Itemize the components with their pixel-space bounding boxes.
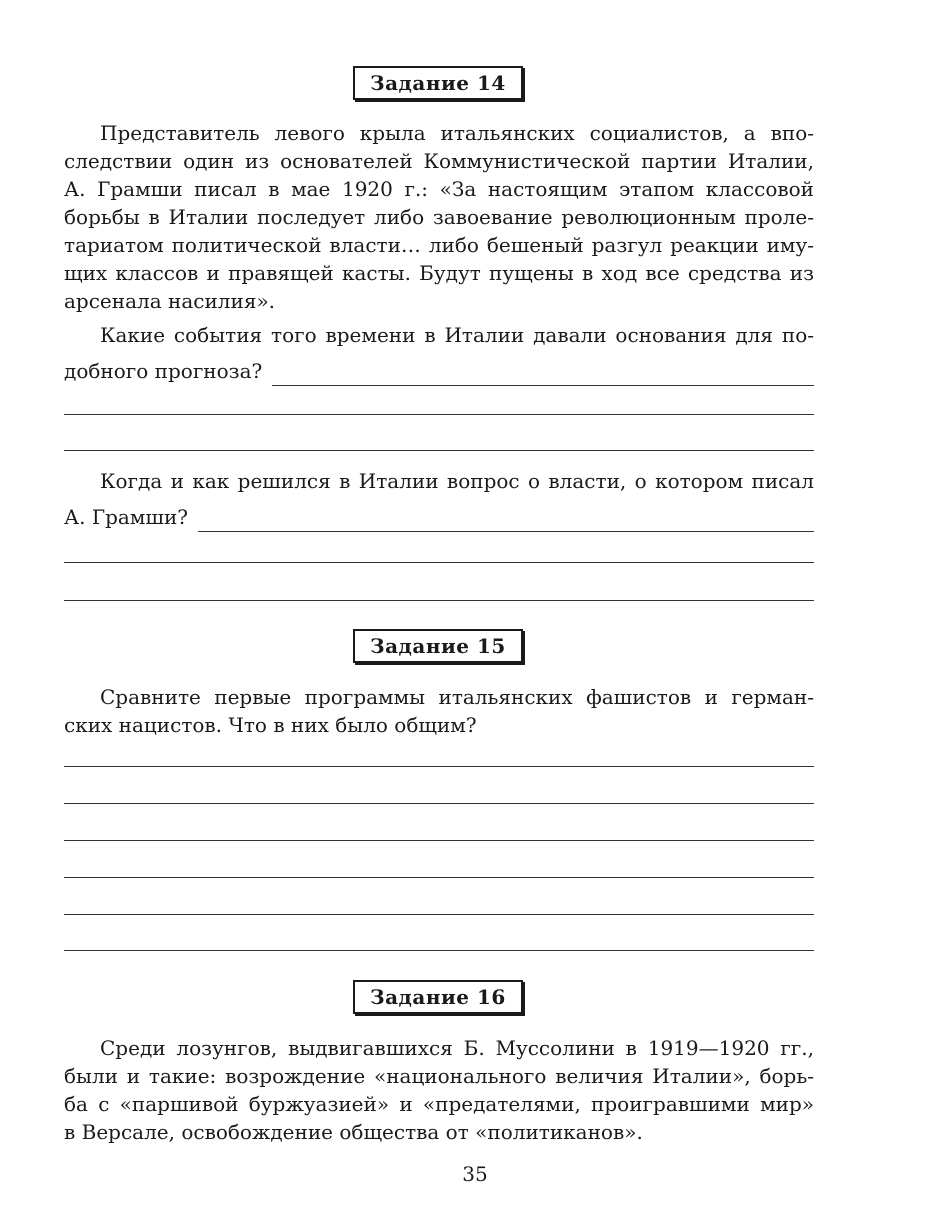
task-14-heading: Задание 14 bbox=[353, 66, 523, 100]
answer-line[interactable] bbox=[64, 414, 814, 415]
task-14-text-line: тариатом политической власти… либо бешеный разгул реакции иму- bbox=[64, 233, 814, 257]
page-number: 35 bbox=[462, 1162, 488, 1186]
task-14-text-line: борьбы в Италии последует либо завоевание революционным проле- bbox=[64, 205, 814, 229]
task-14-text-line: щих классов и правящей касты. Будут пущены в ход все средства из bbox=[64, 261, 814, 285]
answer-line[interactable] bbox=[64, 914, 814, 915]
answer-line[interactable] bbox=[64, 840, 814, 841]
task-14-question-2: Когда и как решился в Италии вопрос о власти, о котором писал bbox=[100, 469, 814, 493]
task-15-text-line: ских нацистов. Что в них было общим? bbox=[64, 713, 477, 737]
task-14-text-line: Представитель левого крыла итальянских социалистов, а впо- bbox=[100, 121, 814, 145]
answer-line[interactable] bbox=[64, 877, 814, 878]
answer-line[interactable] bbox=[272, 363, 814, 386]
answer-line[interactable] bbox=[64, 600, 814, 601]
task-14-question-1: Какие события того времени в Италии давали основания для по- bbox=[100, 323, 814, 347]
task-16-text-line: Среди лозунгов, выдвигавшихся Б. Муссолини в 1919—1920 гг., bbox=[100, 1036, 814, 1060]
task-14-question-1-end: добного прогноза? bbox=[64, 359, 263, 383]
task-16-text-line: ба с «паршивой буржуазией» и «предателями, проигравшими мир» bbox=[64, 1092, 814, 1116]
answer-line[interactable] bbox=[64, 562, 814, 563]
task-14-text-line: арсенала насилия». bbox=[64, 289, 276, 313]
answer-line[interactable] bbox=[198, 509, 814, 532]
task-16-text-line: в Версале, освобождение общества от «политиканов». bbox=[64, 1120, 643, 1144]
answer-line[interactable] bbox=[64, 803, 814, 804]
task-15-text-line: Сравните первые программы итальянских фашистов и герман- bbox=[100, 685, 814, 709]
task-16-text-line: были и такие: возрождение «национального величия Италии», борь- bbox=[64, 1064, 814, 1088]
answer-line[interactable] bbox=[64, 450, 814, 451]
task-14-text-line: следствии один из основателей Коммунистической партии Италии, bbox=[64, 149, 814, 173]
task-14-question-2-end: А. Грамши? bbox=[64, 505, 189, 529]
task-14-question-2-answer-row bbox=[64, 502, 814, 532]
task-14-question-1-answer-row bbox=[64, 356, 814, 386]
task-16-heading: Задание 16 bbox=[353, 980, 523, 1014]
task-14-text-line: А. Грамши писал в мае 1920 г.: «За настоящим этапом классовой bbox=[64, 177, 814, 201]
answer-line[interactable] bbox=[64, 766, 814, 767]
task-15-heading: Задание 15 bbox=[353, 629, 523, 663]
answer-line[interactable] bbox=[64, 950, 814, 951]
